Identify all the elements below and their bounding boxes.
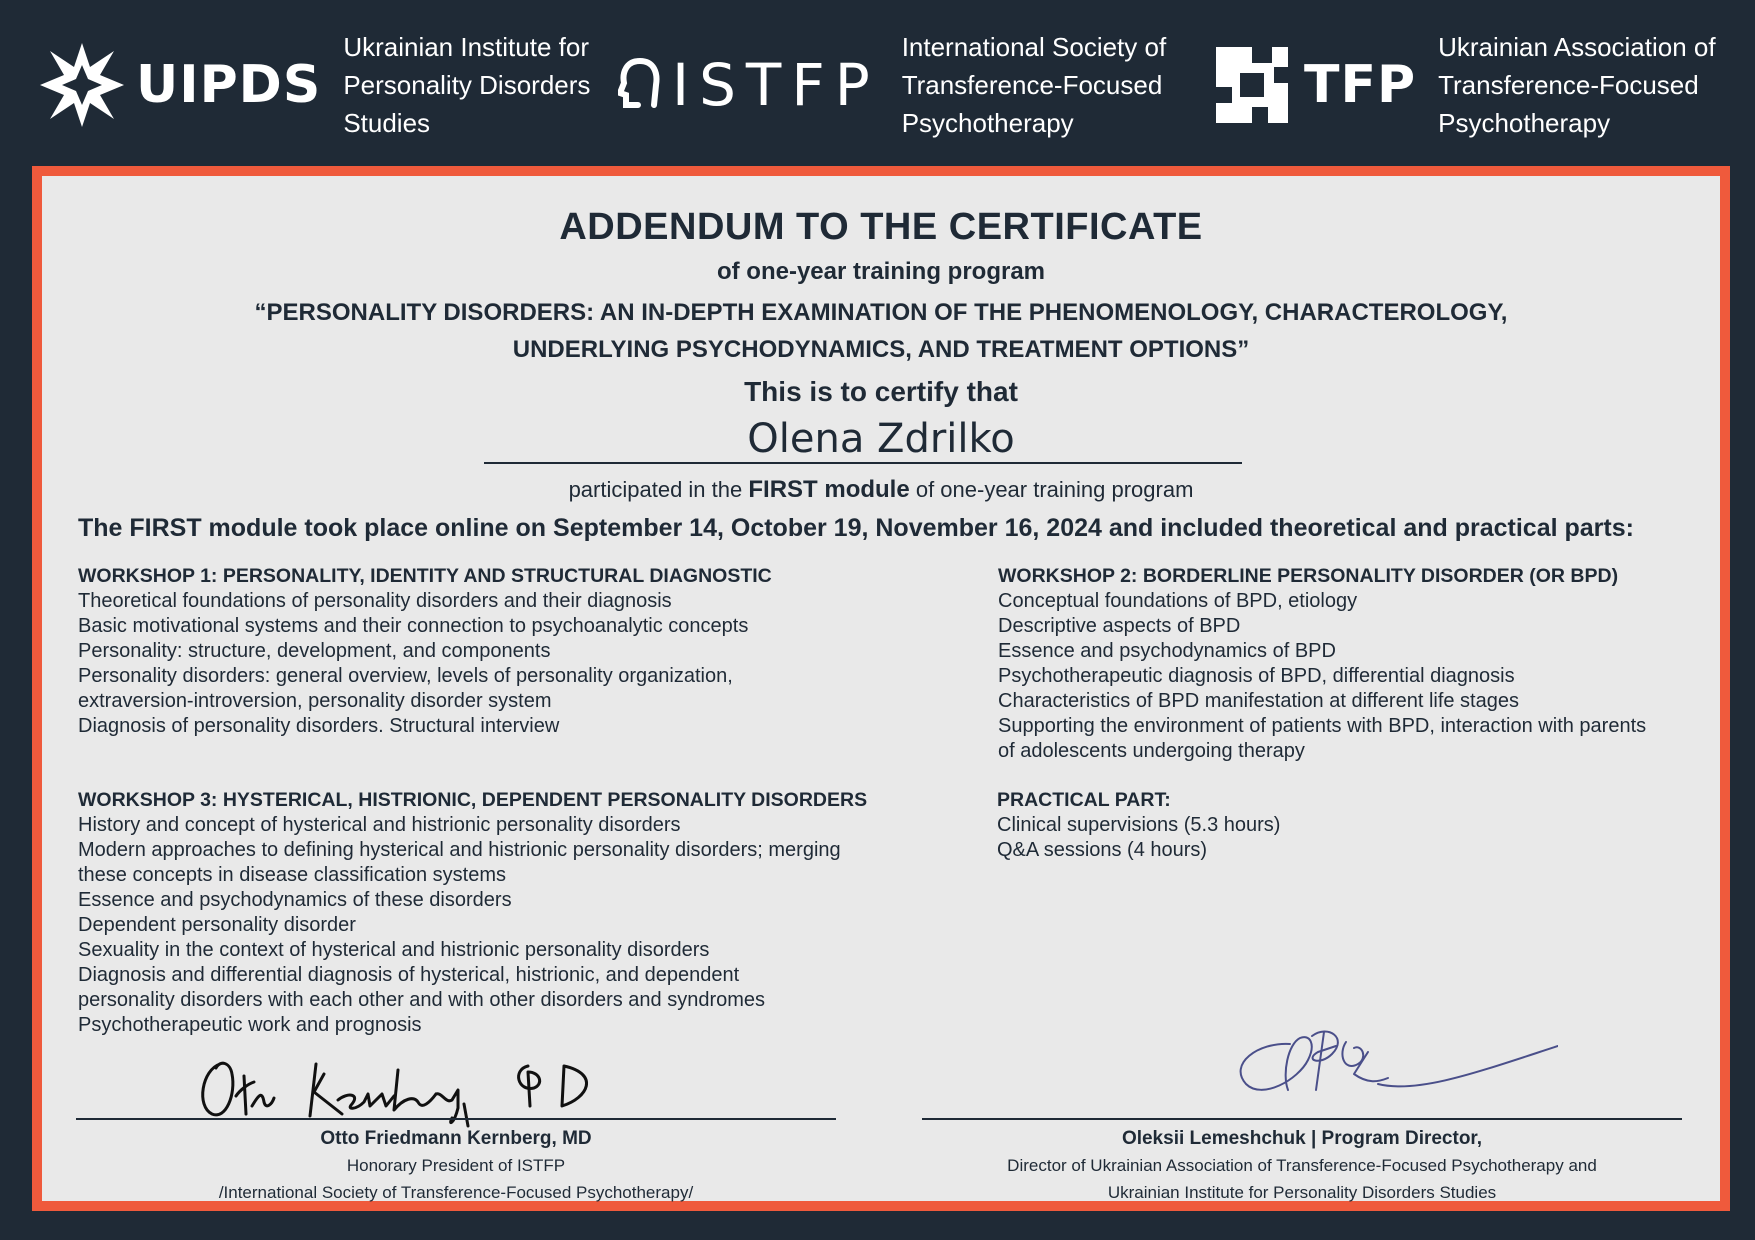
- left-signer-name: Otto Friedmann Kernberg, MD: [320, 1128, 592, 1149]
- uipds-full-name: Ukrainian Institute for Personality Disorders Studies: [343, 32, 591, 138]
- participation-statement: participated in the FIRST module of one-year training program: [568, 476, 1194, 503]
- right-signer-role: Ukrainian Institute for Personality Disorders Studies: [1107, 1183, 1497, 1202]
- workshop-topic: Personality disorders: general overview, levels of personality organization,: [78, 665, 733, 687]
- kernberg-signature: [192, 1044, 652, 1134]
- workshop-topic: Basic motivational systems and their connection to psychoanalytic concepts: [78, 615, 749, 637]
- istfp-full-name: International Society of Transference-Focused Psychotherapy: [901, 32, 1167, 138]
- practical-item: Clinical supervisions (5.3 hours): [997, 814, 1281, 836]
- workshop-title: WORKSHOP 2: BORDERLINE PERSONALITY DISORDER (OR BPD): [998, 565, 1619, 587]
- org-uipds: [38, 28, 590, 142]
- right-signer-block: [902, 1126, 1702, 1206]
- interlocking-shape-logo-icon: [1212, 43, 1292, 127]
- lemeshchuk-signature: [1228, 1024, 1558, 1124]
- tfp-abbr: TFP: [1304, 55, 1417, 115]
- module-description: The FIRST module took place online on September 14, October 19, November 16, 2024 and included theoretical and practical parts:: [78, 514, 1634, 542]
- left-signer-role: Honorary President of ISTFP: [346, 1156, 566, 1175]
- workshop-2: [998, 564, 1698, 764]
- workshop-topic: Conceptual foundations of BPD, etiology: [998, 590, 1358, 612]
- tfp-full-name: Ukrainian Association of Transference-Focused Psychotherapy: [1438, 32, 1716, 138]
- workshop-title: WORKSHOP 3: HYSTERICAL, HISTRIONIC, DEPENDENT PERSONALITY DISORDERS: [78, 789, 868, 811]
- workshop-topic: Psychotherapeutic diagnosis of BPD, differential diagnosis: [998, 665, 1515, 687]
- right-signer-role: Director of Ukrainian Association of Transference-Focused Psychotherapy and: [1007, 1156, 1597, 1175]
- certify-statement: This is to certify that: [744, 376, 1018, 407]
- workshop-topic: Diagnosis and differential diagnosis of hysterical, histrionic, and dependent: [78, 964, 740, 986]
- workshop-topic: Diagnosis of personality disorders. Structural interview: [78, 715, 560, 737]
- workshop-topic: Supporting the environment of patients with BPD, interaction with parents: [998, 715, 1647, 737]
- workshop-topic: Theoretical foundations of personality disorders and their diagnosis: [78, 590, 672, 612]
- org-istfp: [618, 28, 1166, 142]
- workshop-topic: History and concept of hysterical and histrionic personality disorders: [78, 814, 681, 836]
- practical-part-title: PRACTICAL PART:: [997, 789, 1171, 811]
- uipds-logo: [38, 41, 321, 129]
- left-signer-role: /International Society of Transference-Focused Psychotherapy/: [218, 1183, 694, 1202]
- left-signature-line: [76, 1118, 836, 1120]
- org-tfp: [1212, 28, 1716, 142]
- header-banner: [0, 0, 1755, 165]
- practical-item: Q&A sessions (4 hours): [997, 839, 1208, 861]
- workshop-topic: Essence and psychodynamics of BPD: [998, 640, 1336, 662]
- workshop-1: [78, 564, 928, 739]
- workshop-topic: Personality: structure, development, and components: [78, 640, 551, 662]
- recipient-underline: [484, 462, 1242, 464]
- star-burst-logo-icon: [38, 41, 126, 129]
- workshop-topic: Modern approaches to defining hysterical and histrionic personality disorders; merging: [78, 839, 841, 861]
- right-signer-name: Oleksii Lemeshchuk | Program Director,: [1121, 1128, 1483, 1149]
- head-profile-logo-icon: [618, 53, 662, 117]
- workshop-topic: Characteristics of BPD manifestation at different life stages: [998, 690, 1519, 712]
- right-signature-line: [922, 1118, 1682, 1120]
- istfp-logo: [618, 51, 880, 119]
- workshop-topic: Descriptive aspects of BPD: [998, 615, 1241, 637]
- workshop-topic: Sexuality in the context of hysterical and histrionic personality disorders: [78, 939, 710, 961]
- certificate-subtitle: of one-year training program: [716, 258, 1046, 285]
- workshop-topic: these concepts in disease classification systems: [78, 864, 506, 886]
- uipds-abbr: UIPDS: [136, 55, 322, 115]
- recipient-name: Olena Zdrilko: [747, 416, 1015, 462]
- workshop-topic: personality disorders with each other and with other disorders and syndromes: [78, 989, 766, 1011]
- tfp-logo: [1212, 43, 1416, 127]
- left-signer-block: [116, 1126, 796, 1206]
- certificate-title: ADDENDUM TO THE CERTIFICATE: [559, 206, 1203, 248]
- istfp-abbr: ISTFP: [672, 51, 880, 119]
- workshop-topic: of adolescents undergoing therapy: [998, 740, 1305, 762]
- workshop-3: [78, 788, 928, 1038]
- workshop-title: WORKSHOP 1: PERSONALITY, IDENTITY AND STRUCTURAL DIAGNOSTIC: [78, 565, 772, 587]
- practical-part: [997, 788, 1697, 863]
- program-name: “PERSONALITY DISORDERS: AN IN-DEPTH EXAMINATION OF THE PHENOMENOLOGY, CHARACTEROLOGY, UNDERLYING PSYCHODYNAMICS, AND TREATMENT OPTIONS”: [254, 299, 1508, 363]
- workshop-topic: Psychotherapeutic work and prognosis: [78, 1014, 422, 1036]
- workshop-topic: Dependent personality disorder: [78, 914, 356, 936]
- workshop-topic: extraversion-introversion, personality disorder system: [78, 690, 552, 712]
- workshop-topic: Essence and psychodynamics of these disorders: [78, 889, 512, 911]
- certificate-card: [32, 166, 1730, 1211]
